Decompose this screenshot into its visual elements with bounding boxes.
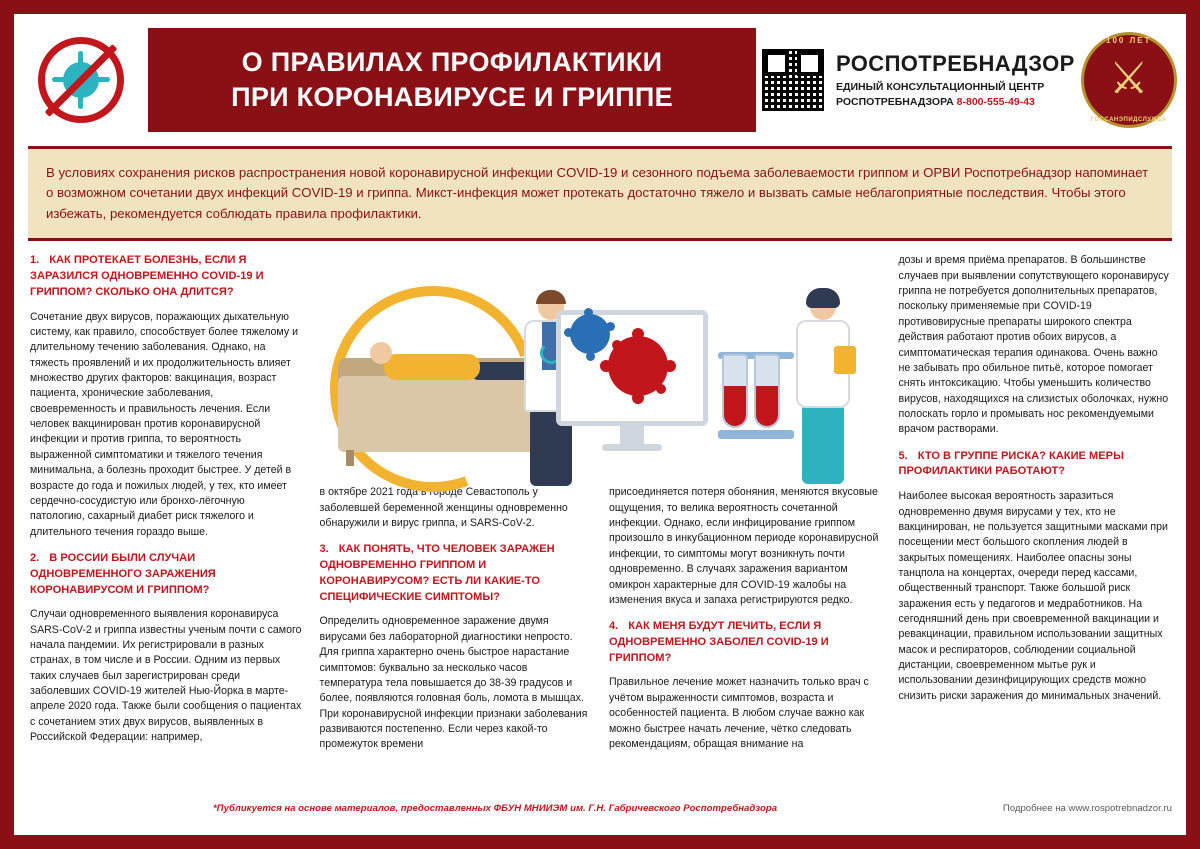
clipboard-icon [834,346,856,374]
column-4 [899,253,1171,793]
poster-inner [14,14,1186,835]
patient-body [384,354,480,380]
org-text-block [836,51,1075,108]
medical-consultation-illustration [320,280,880,498]
question-2-body: Случаи одновременного выявления коронавируса SARS-CoV-2 и гриппа известны ученым почти с самого начала пандемии. Их регистрировали в разных странах, в том числе и в России. Одним из первых таких случаев был зарегистрирован среди заболевших COVID-19 жителей Нью-Йорка в марте-апреле 2020 года. Также были сообщения о пациентах с сочетанием этих двух вирусов, выявленных в Российской Федерации: например, [30,608,302,744]
question-1-body: Сочетание двух вирусов, поражающих дыхательную систему, как правило, способствует более тяжелому и длительному течению заболевания. Однако, на тяжесть проявлений и их продолжительность влияет множество других факторов: вакцинация, возраст пациента, хронические заболевания, своевременность и правильность лечения. Если человек вакцинирован против коронавирусной инфекции и против гриппа, то вероятность выраженной симптоматики и тяжелого течения минимальна, а болезнь проходит быстрее. У детей в возрасте до года и пожилых людей, у тех, кто имеет сердечно-сосудистую или бронхо-лёгочную патологию, сахарный диабет риск тяжелого и длительного течения гораздо выше. [30,310,298,538]
question-3-title: КАК ПОНЯТЬ, ЧТО ЧЕЛОВЕК ЗАРАЖЕН ОДНОВРЕМЕННО ГРИППОМ И КОРОНАВИРУСОМ? ЕСТЬ ЛИ КАКИЕ-ТО СПЕЦИФИЧЕСКИЕ СИМПТОМЫ? [319,543,555,603]
question-1-title: КАК ПРОТЕКАЕТ БОЛЕЗНЬ, ЕСЛИ Я ЗАРАЗИЛСЯ ОДНОВРЕМЕННО COVID-19 И ГРИППОМ? СКОЛЬКО ОНА ДЛИТСЯ? [30,254,264,298]
org-subtitle-line-2: РОСПОТРЕБНАДЗОРА [836,95,954,108]
footer-more-link[interactable]: Подробнее на www.rospotrebnadzor.ru [1002,802,1172,814]
test-tube-2 [754,354,780,428]
page-title [148,28,756,132]
blue-virus-particle [570,314,610,354]
question-5-number: 5. [898,449,908,462]
test-tube-1 [722,354,748,428]
question-3-body-continued: присоединяется потеря обоняния, меняются вкусовые ощущения, то велика вероятность сочетанной инфекции. Однако, если инфицирование гриппом произошло в инкубационном периоде коронавирусной инфекции, то симптомы могут возникнуть почти одновременно. В случаях заражения вариантом омикрон характерные для COVID-19 жалобы на изменения вкуса и запаха регистрируются редко. [609,486,879,606]
monitor-stand [620,426,644,444]
org-subtitle-line-1: ЕДИНЫЙ КОНСУЛЬТАЦИОННЫЙ ЦЕНТР [836,81,1045,94]
sofa-leg-left [346,450,354,466]
question-3-heading [320,542,592,605]
nurse-hair [806,288,840,308]
question-2-heading [30,551,302,598]
doctor-hair [536,290,566,304]
column-1 [30,253,302,793]
question-4-title: КАК МЕНЯ БУДУТ ЛЕЧИТЬ, ЕСЛИ Я ОДНОВРЕМЕННО ЗАБОЛЕЛ COVID-19 И ГРИППОМ? [609,620,829,664]
eagle-glyph: ⚔ [1108,54,1149,103]
question-4-body-continued: дозы и время приёма препаратов. В большинстве случаев при выявлении сопутствующего коронавирусу гриппа не потребуется дополнительных препаратов, поскольку применяемые при COVID-19 противовирусные препараты широкого спектра действия работают против обоих вирусов, а симптоматическая терапия одинакова. Очень важно не забывать про обильное питьё, которое помогает снять интоксикацию. Чтобы уменьшить количество вирусов, находящихся на слизистых оболочках, нужно полоскать горло и промывать нос рекомендуемыми врачом растворами. [898,254,1169,436]
coronavirus-particle [608,336,668,396]
question-2-number: 2. [30,552,40,564]
question-5-body: Наиболее высокая вероятность заразиться одновременно двумя вирусами у тех, кто не вакцинирован, не пользуется защитными масками при посещении мест большого скопления людей в закрытых помещениях. Наиболее опасны зоны танцпола на концертах, очереди перед кассами, общественный транспорт. Также большой риск заражения есть у педагогов и медработников. На сегодняшний день при своевременной вакцинации и ревакцинации, правильном использовании защитных масок и респираторов, соблюдении социальной дистанции, своевременном мытье рук и использовании дезинфицирующих средств можно снизить риски заражения до минимальных значений. [898,490,1168,702]
monitor-base [602,444,662,451]
question-1-heading [30,253,302,300]
tube-rack-base [718,430,794,439]
header-org-block [756,14,1186,146]
hotline-phone[interactable]: 8-800-555-49-43 [956,95,1035,108]
question-4-body: Правильное лечение может назначить только врач с учётом выраженности симптомов, возраста и особенностей пациента. В любом случае важно как можно быстрее начать лечение, чётко следовать рекомендациям, обращая внимание на [609,676,869,750]
nurse-trousers [802,404,844,484]
org-name: РОСПОТРЕБНАДЗОР [836,51,1075,77]
virus-prohibited-icon [38,37,124,123]
footer [28,793,1172,823]
double-headed-eagle-emblem-icon [1081,32,1177,128]
emblem-top-text: 100 ЛЕТ [1106,36,1152,45]
footer-source-note: *Публикуется на основе материалов, предоставленных ФБУН МНИИЭМ им. Г.Н. Габричевского Роспотребнадзора [212,802,778,814]
question-5-title: КТО В ГРУППЕ РИСКА? КАКИЕ МЕРЫ ПРОФИЛАКТИКИ РАБОТАЮТ? [898,449,1124,478]
title-line-1: О ПРАВИЛАХ ПРОФИЛАКТИКИ [241,47,663,78]
header [14,14,1186,146]
question-4-heading [609,619,881,666]
emblem-bottom-text: ГОССАНЭПИДСЛУЖБА [1090,117,1167,123]
question-1-number: 1. [30,254,40,267]
nurse-figure [790,288,860,494]
lead-banner: В условиях сохранения рисков распространения новой коронавирусной инфекции COVID-19 и сезонного подъема заболеваемости гриппом и ОРВИ Роспотребнадзор напоминает о возможном сочетании двух инфекций COVID-19 и гриппа. Микст-инфекция может протекать достаточно тяжело и вызвать самые неблагоприятные последствия. Чтобы этого избежать, рекомендуется соблюдать правила профилактики. [28,146,1172,241]
question-3-body: Определить одновременное заражение двумя вирусами без лабораторной диагностики непросто. Для гриппа характерно очень быстрое нарастание симптомов: буквально за несколько часов температура тела повышается до 38-39 градусов и более, появляются головная боль, ломота в мышцах. При коронавирусной инфекции признаки заболевания развиваются постепенно. Если через какой-то промежуток времени [319,615,588,751]
org-subtitle [836,80,1075,108]
question-3-number: 3. [319,543,329,556]
question-2-title: В РОССИИ БЫЛИ СЛУЧАИ ОДНОВРЕМЕННОГО ЗАРАЖЕНИЯ КОРОНАВИРУСОМ И ГРИППОМ? [30,552,216,596]
patient-head [370,342,392,364]
question-4-number: 4. [609,620,619,633]
title-line-2: ПРИ КОРОНАВИРУСЕ И ГРИППЕ [231,82,673,112]
question-5-heading [899,449,1171,481]
qr-code-icon[interactable] [762,49,824,111]
question-2-body-continued: в октябре 2021 года в городе Севастополь у заболевшей беременной женщины одновременно обнаружили и вирус гриппа, и SARS-CoV-2. [319,486,568,530]
header-logo [14,14,148,146]
